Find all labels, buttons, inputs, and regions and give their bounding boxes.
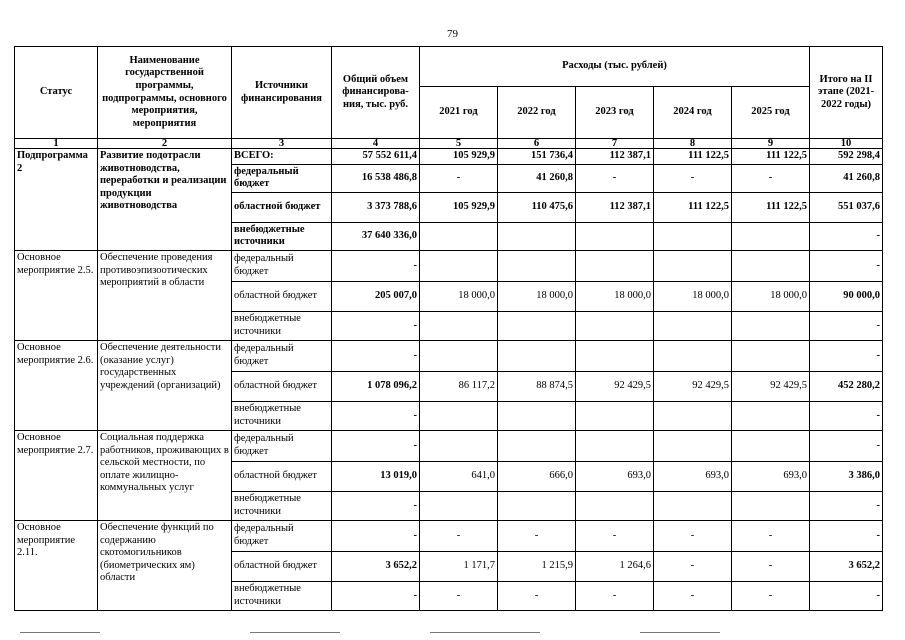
row-year-value [654, 401, 732, 430]
financing-table [14, 46, 883, 611]
row-year-value: 1 264,6 [576, 551, 654, 581]
row-source: федеральный бюджет [232, 250, 332, 281]
row-year-value: 86 117,2 [420, 371, 498, 401]
row-year-value: 92 429,5 [654, 371, 732, 401]
row-year-value: - [420, 520, 498, 551]
row-status: Основное мероприятие 2.6. [15, 340, 98, 430]
row-status: Основное мероприятие 2.7. [15, 430, 98, 520]
row-source: внебюджетные источники [232, 491, 332, 520]
row-year-value: - [654, 164, 732, 192]
header-name: Наименование государственной программы, подпрограммы, основного мероприятия, мероприятия [98, 47, 232, 139]
scan-artifact [430, 632, 540, 633]
row-year-value: 105 929,9 [420, 149, 498, 165]
row-year-value [732, 222, 810, 250]
row-itogo: 551 037,6 [810, 192, 883, 222]
row-year-value: - [498, 581, 576, 610]
row-year-value: 110 475,6 [498, 192, 576, 222]
header-expenses: Расходы (тыс. рублей) [420, 47, 810, 87]
row-itogo: - [810, 430, 883, 461]
row-year-value [654, 250, 732, 281]
row-itogo: - [810, 491, 883, 520]
row-itogo: 3 652,2 [810, 551, 883, 581]
row-year-value: 18 000,0 [498, 281, 576, 311]
row-year-value [654, 491, 732, 520]
row-year-value: 641,0 [420, 461, 498, 491]
row-year-value [498, 250, 576, 281]
row-year-value [732, 311, 810, 340]
row-itogo: - [810, 311, 883, 340]
page-number: 79 [447, 28, 458, 40]
table-row [15, 250, 883, 281]
scan-artifact [640, 632, 720, 633]
row-year-value: 693,0 [654, 461, 732, 491]
row-year-value [654, 340, 732, 371]
row-year-value: 112 387,1 [576, 192, 654, 222]
row-total: - [332, 581, 420, 610]
row-source: федеральный бюджет [232, 430, 332, 461]
row-total: - [332, 401, 420, 430]
row-itogo: 452 280,2 [810, 371, 883, 401]
row-total: 57 552 611,4 [332, 149, 420, 165]
row-total: 1 078 096,2 [332, 371, 420, 401]
row-year-value: 18 000,0 [654, 281, 732, 311]
header-total: Общий объем финансирова-ния, тыс. руб. [332, 47, 420, 139]
row-year-value [654, 311, 732, 340]
row-year-value: 1 171,7 [420, 551, 498, 581]
row-year-value: - [576, 581, 654, 610]
column-number: 4 [332, 139, 420, 149]
row-itogo: 90 000,0 [810, 281, 883, 311]
row-year-value [576, 311, 654, 340]
row-year-value: 92 429,5 [732, 371, 810, 401]
row-year-value: - [576, 164, 654, 192]
row-name: Обеспечение деятельности (оказание услуг) государственных учреждений (организаций) [98, 340, 232, 430]
row-source: внебюджетные источники [232, 581, 332, 610]
column-number: 10 [810, 139, 883, 149]
row-source: областной бюджет [232, 281, 332, 311]
row-year-value: 1 215,9 [498, 551, 576, 581]
row-source: областной бюджет [232, 192, 332, 222]
header-year: 2023 год [576, 87, 654, 139]
row-year-value [732, 430, 810, 461]
row-year-value [420, 222, 498, 250]
row-year-value: 18 000,0 [576, 281, 654, 311]
row-total: 3 652,2 [332, 551, 420, 581]
row-year-value: 41 260,8 [498, 164, 576, 192]
scan-artifact [250, 632, 340, 633]
table-row [15, 340, 883, 371]
column-number: 3 [232, 139, 332, 149]
row-year-value [420, 401, 498, 430]
header-year: 2024 год [654, 87, 732, 139]
row-year-value [654, 222, 732, 250]
row-source: областной бюджет [232, 371, 332, 401]
row-year-value: - [420, 164, 498, 192]
row-year-value [576, 491, 654, 520]
row-itogo: 3 386,0 [810, 461, 883, 491]
column-number: 9 [732, 139, 810, 149]
row-year-value [420, 250, 498, 281]
row-year-value [498, 311, 576, 340]
row-year-value [498, 491, 576, 520]
column-number: 6 [498, 139, 576, 149]
row-year-value: 112 387,1 [576, 149, 654, 165]
row-source: внебюджетные источники [232, 222, 332, 250]
row-year-value: 111 122,5 [654, 149, 732, 165]
row-year-value: 666,0 [498, 461, 576, 491]
row-name: Обеспечение проведения противоэпизоотических мероприятий в области [98, 250, 232, 340]
row-year-value: 92 429,5 [576, 371, 654, 401]
row-itogo: - [810, 250, 883, 281]
row-total: - [332, 311, 420, 340]
row-total: 16 538 486,8 [332, 164, 420, 192]
header-year: 2021 год [420, 87, 498, 139]
row-year-value: 88 874,5 [498, 371, 576, 401]
row-status: Подпрограмма 2 [15, 149, 98, 251]
row-year-value [654, 430, 732, 461]
row-year-value [420, 430, 498, 461]
row-year-value: - [654, 581, 732, 610]
column-number: 1 [15, 139, 98, 149]
header-itogo: Итого на II этапе (2021-2022 годы) [810, 47, 883, 139]
row-total: 205 007,0 [332, 281, 420, 311]
row-year-value [420, 491, 498, 520]
header-year: 2022 год [498, 87, 576, 139]
header-sources: Источники финансирования [232, 47, 332, 139]
row-year-value [498, 401, 576, 430]
row-total: 37 640 336,0 [332, 222, 420, 250]
row-name: Обеспечение функций по содержанию скотомогильников (биометрических ям) области [98, 520, 232, 610]
row-total: - [332, 520, 420, 551]
row-year-value [576, 250, 654, 281]
scan-artifact [20, 632, 100, 633]
row-total: - [332, 491, 420, 520]
row-year-value: - [654, 551, 732, 581]
row-year-value: - [732, 164, 810, 192]
row-year-value [732, 491, 810, 520]
row-year-value: 18 000,0 [732, 281, 810, 311]
row-year-value: - [498, 520, 576, 551]
header-status: Статус [15, 47, 98, 139]
row-year-value: 111 122,5 [732, 149, 810, 165]
row-year-value [732, 250, 810, 281]
row-total: - [332, 430, 420, 461]
row-year-value: 18 000,0 [420, 281, 498, 311]
row-year-value: 151 736,4 [498, 149, 576, 165]
row-year-value: - [732, 520, 810, 551]
row-source: федеральный бюджет [232, 164, 332, 192]
row-year-value [576, 401, 654, 430]
row-year-value: - [732, 551, 810, 581]
row-name: Социальная поддержка работников, проживающих в сельской местности, по оплате жилищно-коммунальных услуг [98, 430, 232, 520]
row-source: областной бюджет [232, 551, 332, 581]
row-total: - [332, 340, 420, 371]
row-year-value [576, 430, 654, 461]
row-year-value [420, 311, 498, 340]
header-year: 2025 год [732, 87, 810, 139]
row-name: Развитие подотрасли животноводства, переработки и реализации продукции животноводства [98, 149, 232, 251]
row-year-value [498, 340, 576, 371]
column-number: 5 [420, 139, 498, 149]
row-year-value [732, 340, 810, 371]
row-year-value: 693,0 [576, 461, 654, 491]
table-row [15, 520, 883, 551]
row-source: федеральный бюджет [232, 520, 332, 551]
row-year-value: 111 122,5 [732, 192, 810, 222]
column-number: 7 [576, 139, 654, 149]
row-itogo: - [810, 581, 883, 610]
row-year-value: - [576, 520, 654, 551]
row-year-value: - [732, 581, 810, 610]
row-total: - [332, 250, 420, 281]
row-itogo: 592 298,4 [810, 149, 883, 165]
row-source: внебюджетные источники [232, 401, 332, 430]
row-year-value: 111 122,5 [654, 192, 732, 222]
row-year-value [576, 340, 654, 371]
row-itogo: - [810, 520, 883, 551]
table-row [15, 430, 883, 461]
row-itogo: - [810, 340, 883, 371]
row-source: федеральный бюджет [232, 340, 332, 371]
row-year-value [732, 401, 810, 430]
row-year-value: 105 929,9 [420, 192, 498, 222]
column-number: 8 [654, 139, 732, 149]
column-number: 2 [98, 139, 232, 149]
row-source: внебюджетные источники [232, 311, 332, 340]
table-row [15, 149, 883, 165]
row-year-value [498, 430, 576, 461]
row-source: областной бюджет [232, 461, 332, 491]
row-year-value: - [420, 581, 498, 610]
row-year-value [420, 340, 498, 371]
row-year-value: 693,0 [732, 461, 810, 491]
row-itogo: - [810, 401, 883, 430]
row-status: Основное мероприятие 2.11. [15, 520, 98, 610]
row-source: ВСЕГО: [232, 149, 332, 165]
row-year-value [498, 222, 576, 250]
row-total: 3 373 788,6 [332, 192, 420, 222]
row-year-value: - [654, 520, 732, 551]
row-year-value [576, 222, 654, 250]
row-status: Основное мероприятие 2.5. [15, 250, 98, 340]
row-itogo: 41 260,8 [810, 164, 883, 192]
row-itogo: - [810, 222, 883, 250]
row-total: 13 019,0 [332, 461, 420, 491]
